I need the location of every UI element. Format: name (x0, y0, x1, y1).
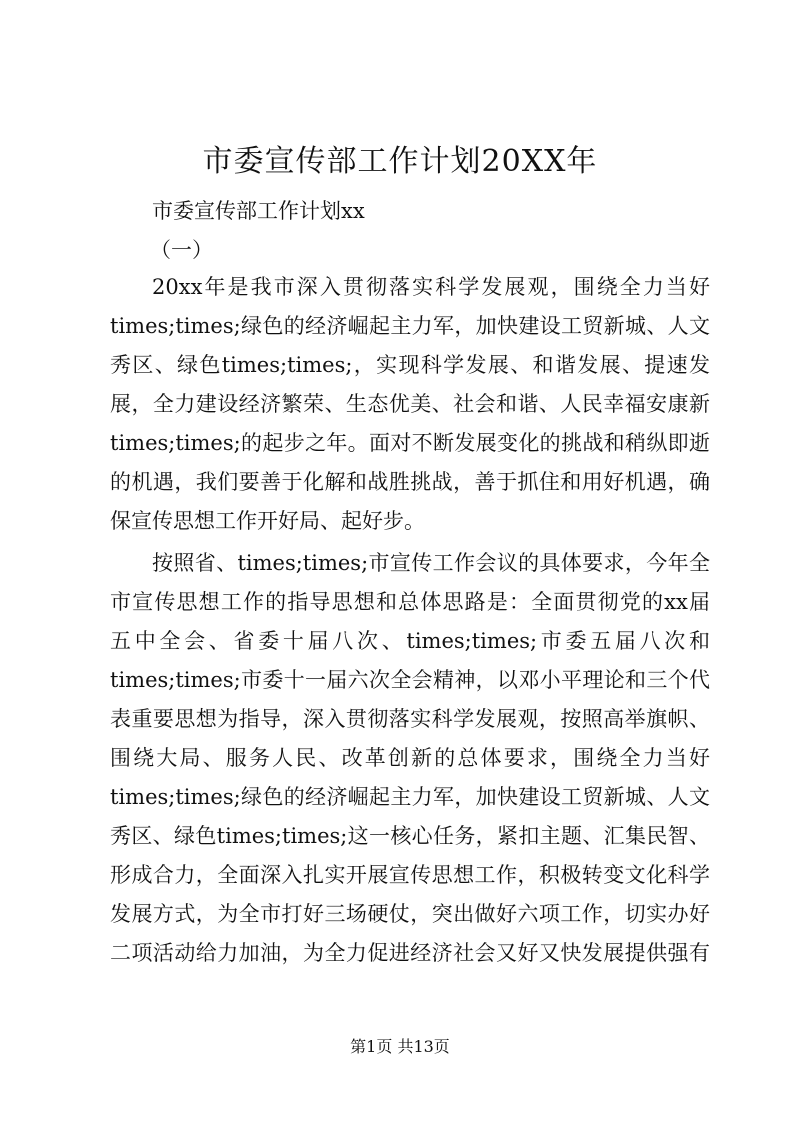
paragraph-line: 展，全力建设经济繁荣、生态优美、社会和谐、人民幸福安康新 (110, 392, 710, 416)
paragraph-line: times;times;的起步之年。面对不断发展变化的挑战和稍纵即逝 (110, 431, 710, 455)
paragraph-line: 按照省、times;times;市宣传工作会议的具体要求，今年全 (152, 551, 710, 575)
paragraph-line: 秀区、绿色times;times;，实现科学发展、和谐发展、提速发 (110, 353, 710, 377)
paragraph-line: 发展方式，为全市打好三场硬仗，突出做好六项工作，切实办好 (110, 902, 710, 926)
paragraph-line: 20xx年是我市深入贯彻落实科学发展观，围绕全力当好 (152, 275, 710, 299)
paragraph-line: times;times;绿色的经济崛起主力军，加快建设工贸新城、人文 (110, 785, 710, 809)
paragraph-line: 围绕大局、服务人民、改革创新的总体要求，围绕全力当好 (110, 746, 710, 770)
document-subtitle: 市委宣传部工作计划xx (152, 199, 365, 223)
section-heading: （一） (150, 238, 213, 262)
paragraph-2 (110, 544, 710, 973)
paragraph-line: times;times;市委十一届六次全会精神，以邓小平理论和三个代 (110, 668, 710, 692)
paragraph-line: 保宣传思想工作开好局、起好步。 (110, 509, 425, 533)
paragraph-line: times;times;绿色的经济崛起主力军，加快建设工贸新城、人文 (110, 314, 710, 338)
page-footer: 第1页 共13页 (350, 1037, 450, 1056)
document-title: 市委宣传部工作计划20XX年 (202, 144, 598, 179)
paragraph-line: 秀区、绿色times;times;这一核心任务，紧扣主题、汇集民智、 (110, 824, 710, 848)
paragraph-line: 形成合力，全面深入扎实开展宣传思想工作，积极转变文化科学 (110, 863, 710, 887)
paragraph-line: 五中全会、省委十届八次、times;times;市委五届八次和 (110, 629, 710, 653)
paragraph-line: 二项活动给力加油，为全力促进经济社会又好又快发展提供强有 (110, 941, 710, 965)
paragraph-line: 的机遇，我们要善于化解和战胜挑战，善于抓住和用好机遇，确 (110, 470, 710, 494)
paragraph-line: 市宣传思想工作的指导思想和总体思路是：全面贯彻党的xx届 (110, 590, 710, 614)
paragraph-1 (110, 268, 710, 541)
paragraph-line: 表重要思想为指导，深入贯彻落实科学发展观，按照高举旗帜、 (110, 707, 710, 731)
